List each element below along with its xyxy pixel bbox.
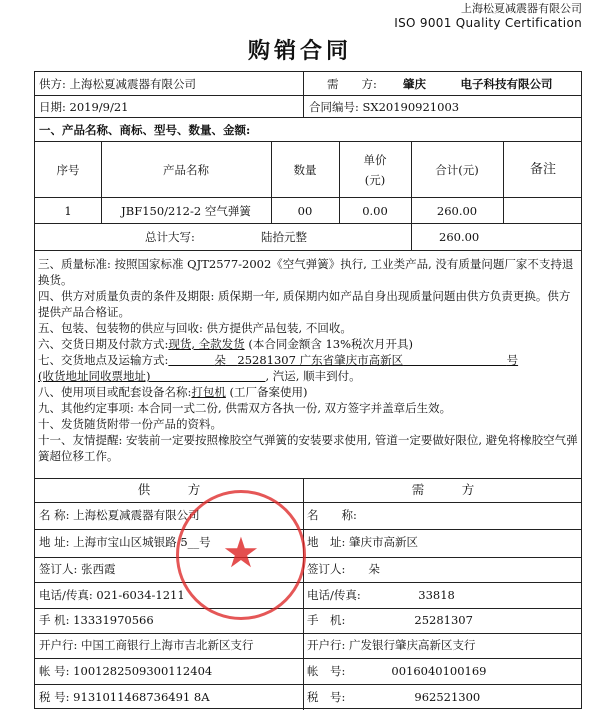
buyer-name: 名 称:	[307, 508, 357, 522]
contract-number: 合同编号: SX20190921003	[309, 100, 460, 114]
col-unit-price: 单价	[363, 153, 387, 167]
supplier-name: 名 称: 上海松夏减震器有限公司	[39, 508, 200, 522]
term-delivery-location: 七、交货地点及运输方式: 朵 25281307 广东省肇庆市高新区 号	[38, 353, 519, 367]
buyer-phone-fax: 电话/传真: 33818	[307, 588, 455, 602]
supplier-account: 帐 号: 1001282509300112404	[39, 664, 213, 678]
supplier-signer: 签订人: 张西霞	[39, 562, 116, 576]
row-total: 260.00	[436, 204, 478, 218]
supplier-phone-fax: 电话/传真: 021-6034-1211	[39, 588, 185, 602]
star-icon: ★	[222, 528, 260, 577]
term-reminder: 十一、友情提醒: 安装前一定要按照橡胶空气弹簧的安装要求使用, 管道一定要做好限位, 避免将橡胶空气弹簧超位移工作。	[38, 433, 578, 463]
contract-frame	[34, 71, 582, 709]
row-unit-price: 0.00	[362, 204, 388, 218]
section-products-heading: 一、产品名称、商标、型号、数量、金额:	[39, 123, 251, 137]
header-company: 上海松夏减震器有限公司	[461, 2, 582, 15]
buyer-tax-id: 税 号: 962521300	[307, 690, 481, 704]
total-in-words-label: 总计大写:	[145, 230, 195, 244]
buyer-mobile: 手 机: 25281307	[307, 613, 473, 627]
total-value: 260.00	[439, 230, 480, 244]
row-quantity: 00	[297, 204, 313, 218]
supplier-field: 供方: 上海松夏减震器有限公司	[39, 77, 197, 91]
buyer-label: 需 方:	[327, 77, 377, 91]
term-documents: 十、发货随货附带一份产品的资料。	[38, 417, 222, 431]
col-quantity: 数量	[293, 163, 317, 177]
term-packaging: 五、包装、包装物的供应与回收: 供方提供产品包装, 不回收。	[38, 321, 352, 335]
supplier-tax-id: 税 号: 9131011468736491 8A	[39, 690, 210, 704]
buyer-signer: 签订人: 朵	[307, 562, 380, 576]
col-seq: 序号	[56, 163, 80, 177]
supplier-bank: 开户行: 中国工商银行上海市吉北新区支行	[39, 638, 254, 652]
term-delivery-location-cont: (收货地址同收票地址) , 汽运, 顺丰到付。	[38, 369, 361, 383]
buyer-address: 地 址: 肇庆市高新区	[307, 535, 419, 549]
buyer-value: 肇庆 电子科技有限公司	[403, 77, 553, 91]
row-product-name: JBF150/212-2 空气弹簧	[121, 204, 251, 218]
term-other: 九、其他约定事项: 本合同一式二份, 供需双方各执一份, 双方签字并盖章后生效。	[38, 401, 452, 415]
date-field: 日期: 2019/9/21	[39, 100, 129, 114]
certification-header	[394, 2, 582, 31]
buyer-bank: 开户行: 广发银行肇庆高新区支行	[307, 638, 476, 652]
supplier-address: 地 址: 上海市宝山区城银路 5__号	[39, 535, 211, 549]
buyer-heading: 需 方	[411, 482, 475, 497]
col-unit-price-unit: (元)	[364, 173, 386, 187]
term-delivery-payment: 六、交货日期及付款方式:现货, 全款发货 (本合同金额含 13%税次月开具)	[38, 337, 414, 351]
row-seq: 1	[64, 204, 72, 218]
iso-certification: ISO 9001 Quality Certification	[394, 16, 582, 30]
term-quality: 三、质量标准: 按照国家标准 QJT2577-2002《空气弹簧》执行, 工业类产品, 没有质量问题厂家不支持退换货。	[38, 257, 574, 287]
col-product-name: 产品名称	[163, 163, 209, 177]
supplier-mobile: 手 机: 13331970566	[39, 613, 154, 627]
term-project: 八、使用项目或配套设备名称:打包机 (工厂备案使用)	[38, 385, 308, 399]
buyer-account: 帐 号: 0016040100169	[307, 664, 487, 678]
contract-title: 购销合同	[247, 39, 352, 64]
term-warranty: 四、供方对质量负责的条件及期限: 质保期一年, 质保期内如产品自身出现质量问题由供方负责更换。供方提供产品合格证。	[38, 289, 571, 319]
supplier-heading: 供 方	[137, 482, 201, 497]
total-in-words: 陆拾元整	[261, 230, 307, 244]
contract-terms	[38, 256, 578, 464]
col-note: 备注	[529, 162, 556, 177]
col-total: 合计(元)	[435, 163, 479, 177]
